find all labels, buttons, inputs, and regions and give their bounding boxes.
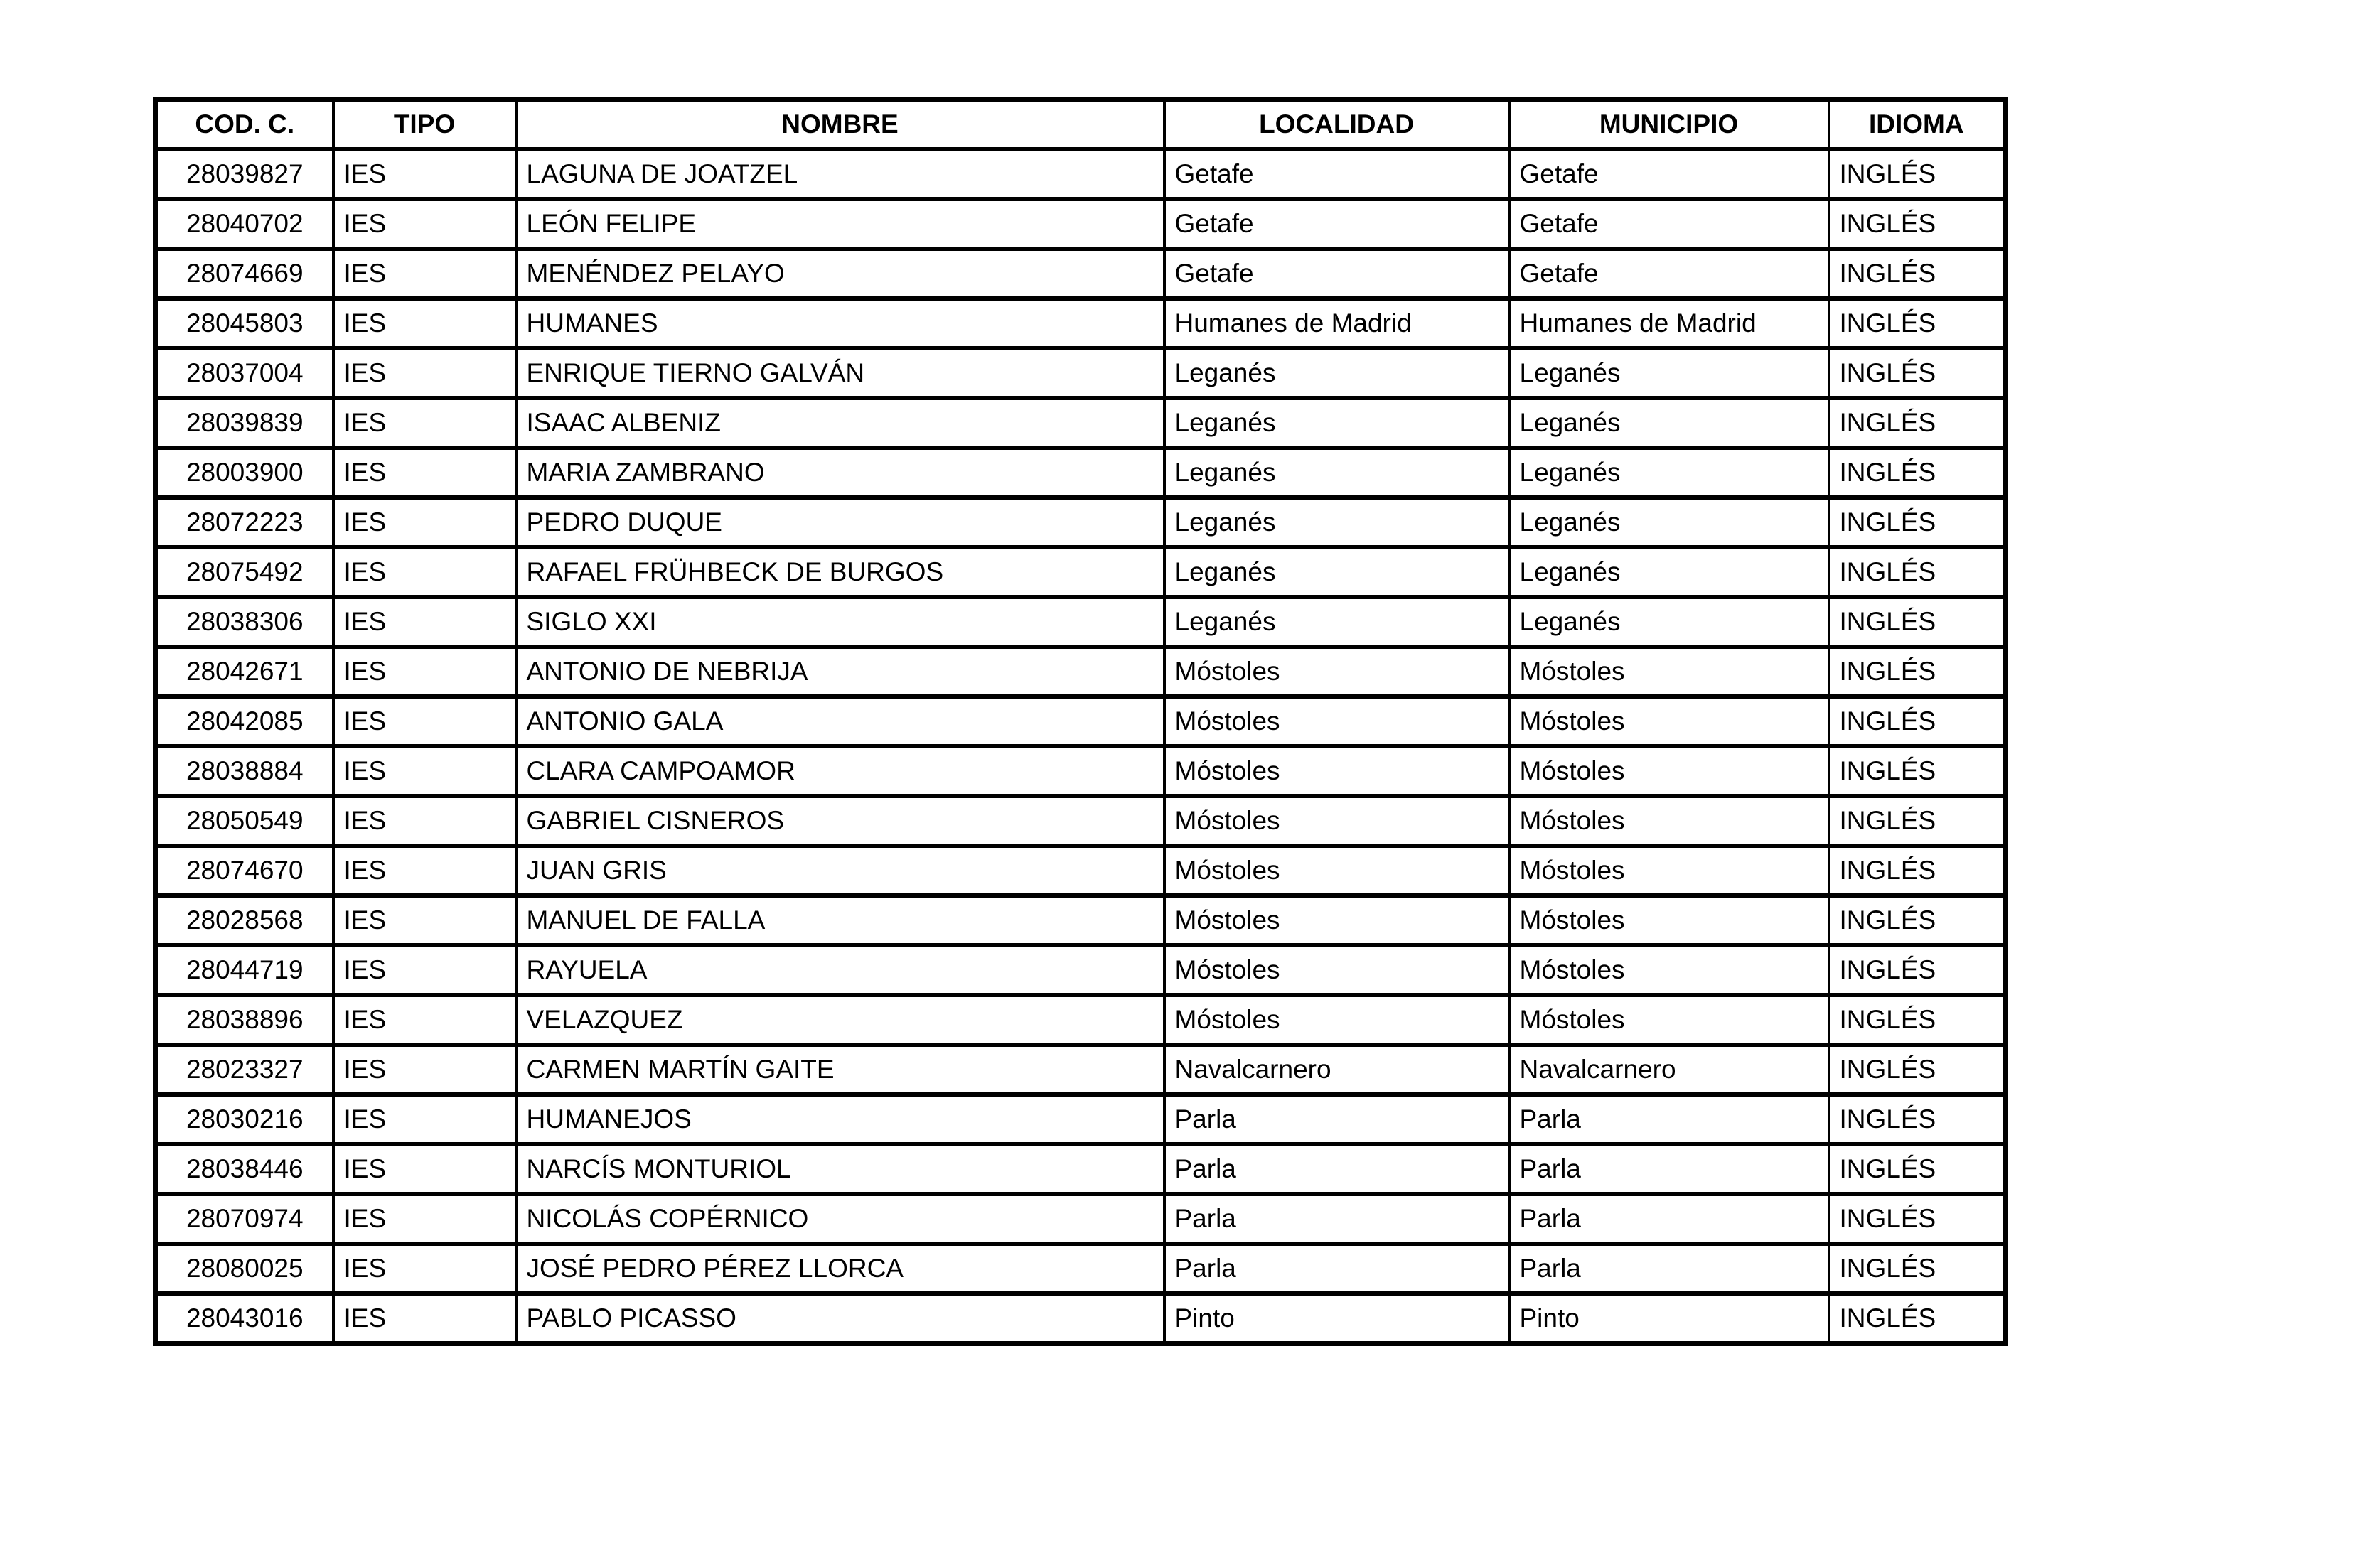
cell-municipio: Parla	[1509, 1194, 1829, 1244]
cell-cod: 28042671	[156, 647, 333, 696]
cell-tipo: IES	[333, 746, 516, 796]
cell-nombre: ENRIQUE TIERNO GALVÁN	[516, 348, 1164, 398]
cell-idioma: INGLÉS	[1829, 1293, 2005, 1344]
column-header-municipio: MUNICIPIO	[1509, 99, 1829, 150]
cell-nombre: JOSÉ PEDRO PÉREZ LLORCA	[516, 1244, 1164, 1293]
table-row	[156, 846, 2005, 895]
cell-tipo: IES	[333, 1293, 516, 1344]
table-row	[156, 796, 2005, 846]
cell-idioma: INGLÉS	[1829, 249, 2005, 298]
cell-nombre: ANTONIO DE NEBRIJA	[516, 647, 1164, 696]
cell-nombre: NARCÍS MONTURIOL	[516, 1144, 1164, 1194]
cell-cod: 28072223	[156, 497, 333, 547]
cell-municipio: Leganés	[1509, 497, 1829, 547]
table-row	[156, 448, 2005, 497]
cell-cod: 28003900	[156, 448, 333, 497]
cell-nombre: JUAN GRIS	[516, 846, 1164, 895]
cell-idioma: INGLÉS	[1829, 448, 2005, 497]
cell-idioma: INGLÉS	[1829, 746, 2005, 796]
cell-localidad: Móstoles	[1164, 696, 1509, 746]
cell-cod: 28039839	[156, 398, 333, 448]
header-row	[156, 99, 2005, 150]
cell-tipo: IES	[333, 1094, 516, 1144]
cell-tipo: IES	[333, 1244, 516, 1293]
cell-cod: 28042085	[156, 696, 333, 746]
cell-nombre: PABLO PICASSO	[516, 1293, 1164, 1344]
table-row	[156, 348, 2005, 398]
cell-cod: 28050549	[156, 796, 333, 846]
cell-municipio: Móstoles	[1509, 696, 1829, 746]
cell-cod: 28038446	[156, 1144, 333, 1194]
cell-municipio: Getafe	[1509, 249, 1829, 298]
cell-idioma: INGLÉS	[1829, 647, 2005, 696]
cell-cod: 28070974	[156, 1194, 333, 1244]
cell-tipo: IES	[333, 249, 516, 298]
cell-idioma: INGLÉS	[1829, 298, 2005, 348]
cell-cod: 28074670	[156, 846, 333, 895]
cell-idioma: INGLÉS	[1829, 995, 2005, 1045]
cell-cod: 28038896	[156, 995, 333, 1045]
table-row	[156, 298, 2005, 348]
cell-tipo: IES	[333, 497, 516, 547]
cell-municipio: Parla	[1509, 1094, 1829, 1144]
table-row	[156, 497, 2005, 547]
cell-idioma: INGLÉS	[1829, 348, 2005, 398]
cell-localidad: Parla	[1164, 1144, 1509, 1194]
cell-localidad: Móstoles	[1164, 895, 1509, 945]
cell-municipio: Leganés	[1509, 398, 1829, 448]
column-header-idioma: IDIOMA	[1829, 99, 2005, 150]
column-header-nombre: NOMBRE	[516, 99, 1164, 150]
cell-tipo: IES	[333, 995, 516, 1045]
cell-tipo: IES	[333, 796, 516, 846]
column-header-cod: COD. C.	[156, 99, 333, 150]
cell-municipio: Humanes de Madrid	[1509, 298, 1829, 348]
column-header-tipo: TIPO	[333, 99, 516, 150]
table-row	[156, 547, 2005, 597]
cell-localidad: Móstoles	[1164, 846, 1509, 895]
cell-tipo: IES	[333, 597, 516, 647]
cell-cod: 28045803	[156, 298, 333, 348]
column-header-localidad: LOCALIDAD	[1164, 99, 1509, 150]
cell-municipio: Móstoles	[1509, 647, 1829, 696]
cell-localidad: Móstoles	[1164, 945, 1509, 995]
cell-localidad: Leganés	[1164, 597, 1509, 647]
table-row	[156, 398, 2005, 448]
cell-nombre: HUMANEJOS	[516, 1094, 1164, 1144]
cell-cod: 28080025	[156, 1244, 333, 1293]
cell-municipio: Leganés	[1509, 448, 1829, 497]
cell-tipo: IES	[333, 199, 516, 249]
cell-idioma: INGLÉS	[1829, 846, 2005, 895]
cell-tipo: IES	[333, 348, 516, 398]
cell-nombre: RAFAEL FRÜHBECK DE BURGOS	[516, 547, 1164, 597]
cell-nombre: RAYUELA	[516, 945, 1164, 995]
cell-nombre: MANUEL DE FALLA	[516, 895, 1164, 945]
table-row	[156, 149, 2005, 199]
cell-tipo: IES	[333, 846, 516, 895]
cell-idioma: INGLÉS	[1829, 497, 2005, 547]
cell-cod: 28044719	[156, 945, 333, 995]
cell-municipio: Leganés	[1509, 597, 1829, 647]
cell-localidad: Getafe	[1164, 249, 1509, 298]
cell-localidad: Móstoles	[1164, 995, 1509, 1045]
cell-localidad: Parla	[1164, 1194, 1509, 1244]
cell-idioma: INGLÉS	[1829, 547, 2005, 597]
cell-municipio: Parla	[1509, 1144, 1829, 1194]
cell-nombre: LAGUNA DE JOATZEL	[516, 149, 1164, 199]
cell-idioma: INGLÉS	[1829, 895, 2005, 945]
cell-tipo: IES	[333, 398, 516, 448]
cell-idioma: INGLÉS	[1829, 945, 2005, 995]
table-row	[156, 995, 2005, 1045]
table-row	[156, 746, 2005, 796]
cell-cod: 28023327	[156, 1045, 333, 1094]
table-row	[156, 696, 2005, 746]
table-row	[156, 647, 2005, 696]
cell-tipo: IES	[333, 1144, 516, 1194]
schools-table	[153, 97, 2008, 1346]
cell-idioma: INGLÉS	[1829, 398, 2005, 448]
cell-municipio: Leganés	[1509, 348, 1829, 398]
cell-cod: 28040702	[156, 199, 333, 249]
cell-idioma: INGLÉS	[1829, 1045, 2005, 1094]
cell-municipio: Navalcarnero	[1509, 1045, 1829, 1094]
cell-localidad: Parla	[1164, 1094, 1509, 1144]
cell-cod: 28028568	[156, 895, 333, 945]
table-header	[156, 99, 2005, 150]
cell-nombre: CLARA CAMPOAMOR	[516, 746, 1164, 796]
table-row	[156, 1194, 2005, 1244]
cell-municipio: Getafe	[1509, 199, 1829, 249]
cell-municipio: Móstoles	[1509, 945, 1829, 995]
table-row	[156, 1094, 2005, 1144]
cell-localidad: Getafe	[1164, 149, 1509, 199]
cell-municipio: Móstoles	[1509, 995, 1829, 1045]
cell-localidad: Móstoles	[1164, 647, 1509, 696]
cell-municipio: Parla	[1509, 1244, 1829, 1293]
cell-nombre: LEÓN FELIPE	[516, 199, 1164, 249]
table-row	[156, 1144, 2005, 1194]
cell-localidad: Humanes de Madrid	[1164, 298, 1509, 348]
table-row	[156, 597, 2005, 647]
table-row	[156, 1293, 2005, 1344]
cell-nombre: NICOLÁS COPÉRNICO	[516, 1194, 1164, 1244]
cell-nombre: MENÉNDEZ PELAYO	[516, 249, 1164, 298]
cell-nombre: GABRIEL CISNEROS	[516, 796, 1164, 846]
table-body	[156, 149, 2005, 1344]
cell-idioma: INGLÉS	[1829, 149, 2005, 199]
cell-municipio: Móstoles	[1509, 895, 1829, 945]
cell-idioma: INGLÉS	[1829, 199, 2005, 249]
cell-tipo: IES	[333, 945, 516, 995]
cell-tipo: IES	[333, 298, 516, 348]
cell-localidad: Pinto	[1164, 1293, 1509, 1344]
cell-cod: 28074669	[156, 249, 333, 298]
cell-municipio: Pinto	[1509, 1293, 1829, 1344]
cell-cod: 28039827	[156, 149, 333, 199]
cell-tipo: IES	[333, 547, 516, 597]
cell-municipio: Móstoles	[1509, 796, 1829, 846]
cell-localidad: Leganés	[1164, 547, 1509, 597]
cell-localidad: Leganés	[1164, 348, 1509, 398]
cell-municipio: Móstoles	[1509, 846, 1829, 895]
cell-localidad: Móstoles	[1164, 746, 1509, 796]
cell-idioma: INGLÉS	[1829, 1244, 2005, 1293]
cell-localidad: Getafe	[1164, 199, 1509, 249]
cell-tipo: IES	[333, 696, 516, 746]
cell-idioma: INGLÉS	[1829, 796, 2005, 846]
table-row	[156, 1045, 2005, 1094]
cell-localidad: Navalcarnero	[1164, 1045, 1509, 1094]
table-row	[156, 199, 2005, 249]
cell-cod: 28075492	[156, 547, 333, 597]
cell-municipio: Móstoles	[1509, 746, 1829, 796]
cell-idioma: INGLÉS	[1829, 1094, 2005, 1144]
cell-tipo: IES	[333, 1045, 516, 1094]
cell-nombre: VELAZQUEZ	[516, 995, 1164, 1045]
cell-idioma: INGLÉS	[1829, 1144, 2005, 1194]
cell-nombre: PEDRO DUQUE	[516, 497, 1164, 547]
cell-nombre: ISAAC ALBENIZ	[516, 398, 1164, 448]
table-row	[156, 1244, 2005, 1293]
cell-idioma: INGLÉS	[1829, 1194, 2005, 1244]
table-row	[156, 249, 2005, 298]
cell-tipo: IES	[333, 448, 516, 497]
table-row	[156, 945, 2005, 995]
cell-idioma: INGLÉS	[1829, 597, 2005, 647]
cell-localidad: Leganés	[1164, 497, 1509, 547]
cell-municipio: Getafe	[1509, 149, 1829, 199]
cell-localidad: Leganés	[1164, 448, 1509, 497]
cell-nombre: HUMANES	[516, 298, 1164, 348]
cell-nombre: ANTONIO GALA	[516, 696, 1164, 746]
cell-nombre: CARMEN MARTÍN GAITE	[516, 1045, 1164, 1094]
cell-cod: 28030216	[156, 1094, 333, 1144]
cell-cod: 28038884	[156, 746, 333, 796]
cell-nombre: SIGLO XXI	[516, 597, 1164, 647]
table-row	[156, 895, 2005, 945]
cell-cod: 28037004	[156, 348, 333, 398]
cell-localidad: Leganés	[1164, 398, 1509, 448]
cell-localidad: Móstoles	[1164, 796, 1509, 846]
cell-localidad: Parla	[1164, 1244, 1509, 1293]
cell-tipo: IES	[333, 1194, 516, 1244]
cell-cod: 28043016	[156, 1293, 333, 1344]
cell-nombre: MARIA ZAMBRANO	[516, 448, 1164, 497]
cell-idioma: INGLÉS	[1829, 696, 2005, 746]
cell-cod: 28038306	[156, 597, 333, 647]
cell-tipo: IES	[333, 895, 516, 945]
cell-municipio: Leganés	[1509, 547, 1829, 597]
cell-tipo: IES	[333, 149, 516, 199]
cell-tipo: IES	[333, 647, 516, 696]
